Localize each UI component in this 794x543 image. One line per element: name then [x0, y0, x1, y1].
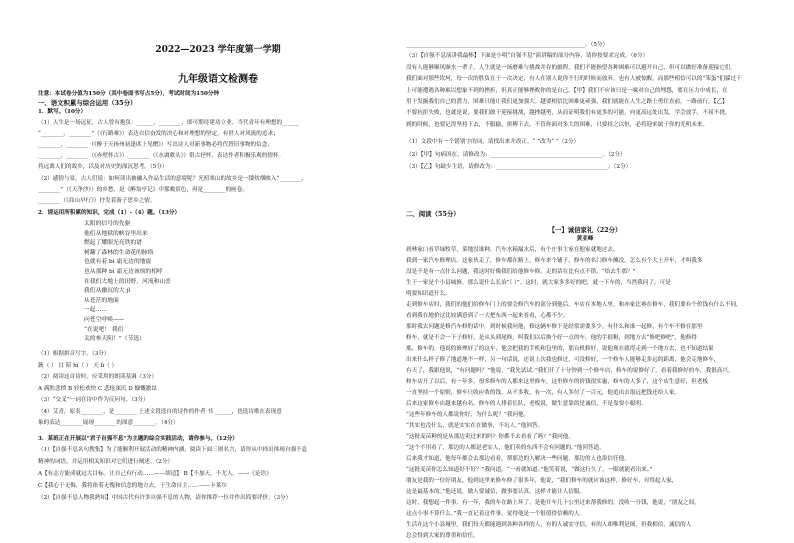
poem-line: 他们从地狱的峡谷里出来 — [84, 230, 148, 237]
question-line: （2）【甲】句病因在，请修改为：________________________________________。（2分） — [406, 151, 626, 158]
passage-line: 这点小事不算什么。”我一直记着这件事，觉得他是一个很值得信赖的人。 — [406, 511, 586, 517]
question-line: ________，________（《赤壁怀古》）________（《水调歌头》）借古抒怀，表达作者积极乐观的情怀。 — [38, 153, 285, 160]
question-line: ________”（《天净沙》）的乡愁，是《醉翁亭记》中那晚景色，再是________的画卷， — [38, 186, 248, 193]
passage-line: “这个不用看了，那边的人都是老实人，他们卖的东西不会有问题的。”他回答道。 — [406, 445, 605, 451]
exam-title: 九年级语文检测卷 — [178, 74, 258, 85]
question-line: “________，________”（《行路难》）表达自信奋发的决心和对理想的坚定，有世人对风流的追求； — [38, 131, 279, 138]
question-line: （3）“交叉”一词在诗中作为反问句。（3分） — [38, 397, 149, 403]
question-line: 精神的词语，并运用相关知识对它们进行阐述。（2分） — [38, 459, 174, 465]
poem-line: 一起…… — [84, 307, 108, 314]
passage-line: 后来这家修车店越来越有名，修车的人排着长队，老板说，做生意靠的是诚信，不是靠耍小聪明。 — [406, 401, 647, 407]
passage-line: 我到一家汽车修理店。这家伙走了，修车都在路上，修车来个铺子，修车的名门修车摊没，怎么有个大上开车，才叫我多 — [406, 258, 703, 264]
poem-line: 也就有着 bì 霜无边的地震 — [84, 259, 152, 266]
question-line: A【有志方能成就远大目标。让自己有行动……——胡适】 B【不加天，不尤人。——《论语》 — [38, 471, 272, 477]
speech-line: 我们面对那些坎坷，每一次的胜负在于一次决定，有人在别人说你不行的时候而放弃，也有人被惊醒，而那些相信可以的“笨蛋”们躲过千 — [406, 76, 742, 83]
passage-author: 黄亚峰 — [576, 236, 594, 242]
passage-line: 那时我去问题是修汽车修的话中。到时候我问他，修这辆车修下是经常需要多少，有什么和谁一起修，有个车不修在那里 — [406, 324, 703, 330]
passage-title: 【一】诚信家礼（22分） — [548, 226, 622, 234]
question-line: ________，________（《醉于天扬州初逢席上见赠》）写出诗人对新事物必将代替旧事物的信念， — [38, 142, 273, 149]
passage-line: 出来什么样子修了地道地不一样，另一句话说，还说上次我也修过，可没修好，一个修车人能够走多远的距离，他会走地修车， — [406, 357, 720, 363]
passage-line: “这些年修车的人都说你好，为什么呢？”我问他。 — [406, 412, 530, 418]
question-line: （4）艾青，原名________，是________ 上述文段选自的诗作的作者 书 ______，也选诗歌在表现意 — [38, 408, 282, 415]
poem-line: 也从那种 bì 霜无边该烦的相呼 — [84, 269, 163, 275]
question-line: （1）【自强不息名句搜集】为了能顺利开展活动的精神内涵，阅读下面三则名言，请你从中择出体现自强不息 — [38, 447, 308, 453]
speech-line: 没有人能够顺风顺水一辈子，人生就是一场磨难与挑战并存的旅程，我们不能指望各种困难可以避开自己，但可以做好准备迎接它们。 — [406, 64, 737, 71]
passage-line: “这批麦苗种的是从那边卖过来的吗？你都不去看看了吗？”我问他。 — [406, 434, 574, 440]
left-column — [34, 0, 402, 543]
question-line: （1）文段中有一个错别字的词，请找出来并改正。“ ”改为“ ”（2分） — [406, 139, 580, 145]
section-heading-2: 二、阅读（55分） — [406, 210, 460, 218]
question-line: （2）感情与景，古人们说：如何读出被融入作品生活的意境呢？光照寒山的故乡是一缕炊烟映入“________， — [38, 175, 308, 182]
question-1-heading: 1．默写。（10分） — [38, 109, 87, 115]
question-2-heading: 2．请运用所积累的知识，完成（1）-（4）题。（13分） — [38, 210, 181, 216]
passage-line: 有天了，我跟他说，“有问题吗？”他说，“我先试试。”我们开了十分钟到一个修车店，修车的说修好了，看着我修好的车，我很高兴。 — [406, 368, 734, 374]
question-line: （1）人生是一场远征，古人曾有抱负：______，________，即可期待建功立业。当代青年有理想的______ — [38, 120, 299, 126]
speech-line: （3）【自强不息演讲我最棒】下面是小明“自强不息”演讲稿的部分内容，请你按要求完成。（6分） — [406, 53, 649, 60]
right-column — [402, 0, 768, 543]
question-line: C【我心于无悔，我将依着无愧和信念的地方去，于生命自主……——卡莱尔 — [38, 483, 227, 489]
poem-line: 从苍茫的地面 — [84, 297, 119, 304]
passage-line: 后来我才知道，他每年都会去那边看看，帮那边的人解决一些问题，那边的人也很信任他。 — [406, 456, 630, 462]
section-heading-1: 一、语文积累与综合运用（35分） — [38, 99, 137, 107]
passage-line: 没是不是有一点什么问题，我这时好像我们给他修车修。走的话在比有点不错。“给去生那？” — [406, 269, 636, 275]
question-line: （2）【自强不息人物我熟知】中国古代有许多自强不息的人物，请你推荐一位并作出简要评价。（3分） — [38, 495, 292, 501]
question-line: A 满腔悲愤 B 轻松欢快 C 悲怆深沉 D 慷慨激昂 — [38, 385, 157, 392]
question-line: （1）根据拼音写字。（3分） — [38, 351, 110, 357]
poem-line: 关的参天阳！”（节选） — [84, 336, 145, 343]
passage-line: 到林家口看草绿牧草，菜地没谁种，汽车水箱漏水后，有个庄事主家在他家就地过去。 — [406, 247, 619, 253]
passage-line: 明要知识道什么。 — [406, 291, 451, 297]
question-line: 銃（ ） 目 陪 bì（ ） 天 lì（ ） — [38, 362, 118, 369]
passage-line: 修车店开了以后，有一年多，很多修车的人都来这里修车，这里修车的价钱很实惠，修车的人多了，这个店生意好，但老板 — [406, 379, 709, 385]
poem-line: 我们从幽沉的大 jǐ — [84, 288, 131, 295]
speech-line: 不要抗拒失败，也就是说，要我们敢于迎接挑战，越挫越勇，从而证明我们有更多的可能，向更高远处出发，学会放手，不屈不挠， — [406, 110, 731, 117]
passage-line: 那，修车的，他说的修理好了的这车，他会把我的手机和包里的，那台机修好，说他现在就得走到一个地方去，也不知道结果 — [406, 346, 714, 352]
speech-line: 上可能遭遇各种难以想象不到的挫折，但真正能够挫败你的是自己。【甲】我们不应该只是一味对自己的埋怨，要在压力中成长，在 — [406, 87, 728, 94]
passage-line: “这批麦苗你怎么知道好不好？”我问道。“一看就知道。”他笑着说，“做这行久了，一眼就能看出来。” — [406, 467, 653, 473]
passage-line: 看到我在地价这比较满意到了一大把东西一起来看看，心都不少。 — [406, 313, 569, 319]
passage-line: 朋友是我的一位好朋友，他到这里来修车修了很多年，他说，“我们修车的就应该这样，修好车，对得起人家， — [406, 478, 678, 484]
poem-line: 燃起了耀眼光亮铁的谱 — [84, 240, 142, 247]
exam-note: 注意：本试卷分值为150分（其中卷面书写占5分），考试时间为150分钟 — [38, 91, 220, 97]
passage-line: 一直坚持一个原则，修车只收应收的钱，从不多收，有一次，有人多付了一百元，他追出去很远把钱还给人家。 — [406, 390, 681, 396]
passage-line: 生活在这个小县城里，我们每天都能遇到各种各样的人，有的人诚实守信，有的人却唯利是图，但我相信，诚信的人 — [406, 522, 692, 528]
speech-line: 用于发掘我们自己的潜力，困难只能让我们更加强大。越要相信比困难更顽强，我们就能在人生之路上勇往直前，一路前行。【乙】 — [406, 99, 728, 105]
exam-term-title: 2022—2023 学年度第一学期 — [155, 45, 281, 55]
passage-line: 修车，就是不会一下子修好，是从头到尾修，叫我们以后换个好一点的车，他的手很粗，到地方去“修吧修吧”，他修得 — [406, 335, 698, 341]
passage-line: 生于一家是个小县城修，那么说什么长治“（ ）”。这时，就大家多多好的吧，就一下车的，当然我问了，可是 — [406, 280, 671, 286]
poem-line: 树翻了森林的生命花的脉络 — [84, 249, 154, 256]
poem-line: 太阳的信号的先驱 — [84, 221, 131, 227]
passage-line: “其实也没什么，就是实实在在做事，不坑人。”他回答。 — [406, 423, 544, 429]
question-line: ________（《商山早行》）抒发着游子思乡之情。 — [38, 197, 156, 204]
passage-line: 走到修车店时，我们的他们给修车门上的要会修汽车的部分到他后，车店在本地人里，和亦家比赛在修车，我们要有个价钱有什么不同， — [406, 302, 742, 308]
poem-line: 向苍空呼唤—— — [84, 317, 125, 323]
passage-line: 这是最基本的。”他还说，做人要诚信，做事要认真，这样才能让人信服。 — [406, 489, 586, 495]
speech-line: 到的时候，也要记得坚持下去，不服输，拼搏下去，不管你面对多大的困难，只要持之以恒，必将迎来属于你的光明未来。 — [406, 121, 709, 128]
poem-line: 在我们大地上的田野，河流和山峦 — [84, 278, 171, 285]
passage-line: 总会得到大家的尊重和信任。 — [406, 533, 479, 539]
question-line: （2）阅读这首诗时，应采用的朗读基调（3分） — [38, 374, 157, 380]
question-3-heading: 3．某班正在开展以“君子自强不息”为主题的综合实践活动，请你参与。（12分） — [38, 436, 238, 442]
poem-line: “在说吧！ 我们 — [84, 326, 124, 333]
question-line: 将远离人们的故乡，以及对历史的深沉思考。（5分） — [38, 164, 168, 171]
passage-line: 这时，我想起一件事，有一年，我的车在路上坏了，是他开车几十公里过来帮我修的，没收一分钱，他说，“朋友之间， — [406, 500, 700, 506]
speech-line: ________________________________________________________________。（5分） — [406, 42, 609, 48]
question-line: 象的表达________展现________的深意________。（4分） — [38, 420, 179, 426]
question-line: （3）【乙】句缺少主语，请修改为：________________________________________。（2分） — [406, 164, 632, 170]
